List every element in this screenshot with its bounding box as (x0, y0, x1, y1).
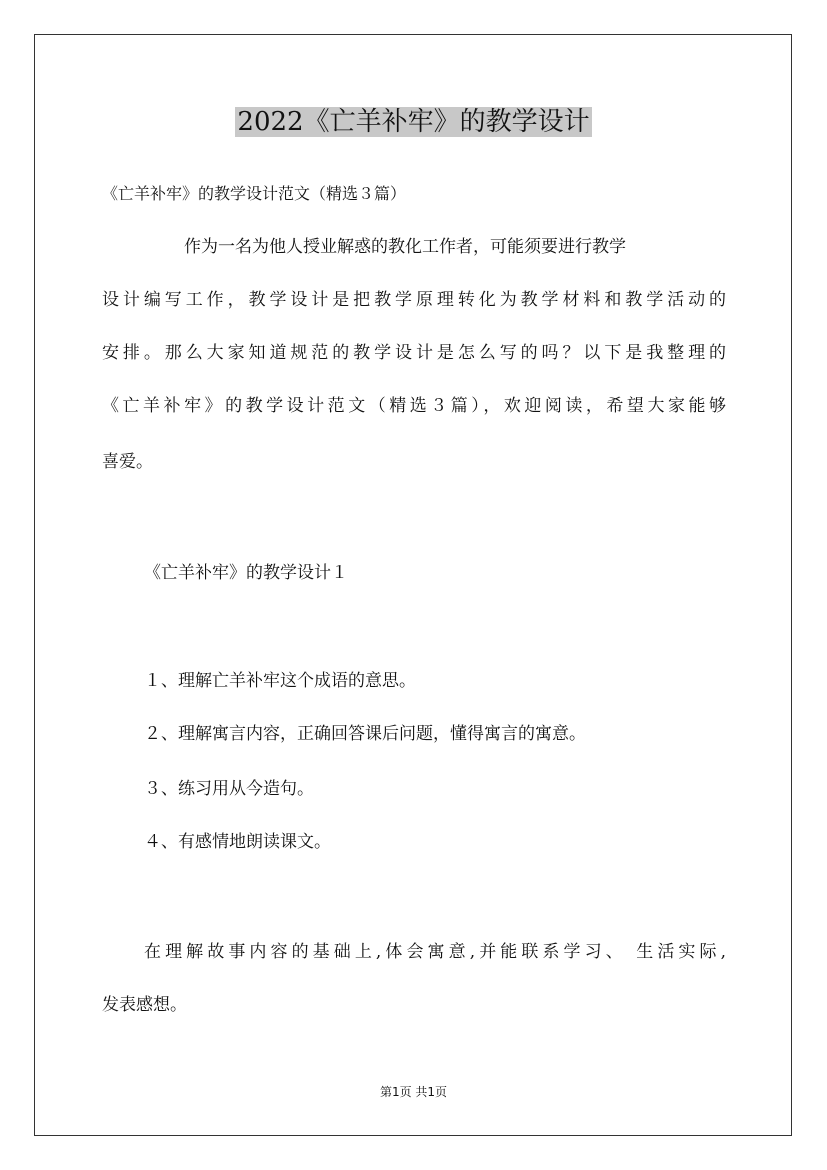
document-title (0, 102, 827, 142)
document-title-text: 2022《亡羊补牢》的教学设计 (237, 107, 590, 137)
document-subtitle: 《亡羊补牢》的教学设计范文（精选３篇） (102, 184, 407, 203)
intro-line-5: 喜爱。 (102, 452, 153, 472)
intro-line-1: 作为一名为他人授业解惑的教化工作者，可能须要进行教学 (184, 237, 626, 257)
objective-4: ４、有感情地朗读课文。 (144, 832, 331, 852)
objective-2: ２、理解寓言内容，正确回答课后问题，懂得寓言的寓意。 (144, 724, 586, 744)
section-heading: 《亡羊补牢》的教学设计１ (144, 563, 348, 583)
page-footer: 第1页 共1页 (379, 1085, 448, 1099)
intro-line-2: 设计编写工作，教学设计是把教学原理转化为教学材料和教学活动的 (102, 290, 726, 310)
intro-line-4: 《亡羊补牢》的教学设计范文（精选３篇），欢迎阅读，希望大家能够 (102, 396, 726, 416)
intro-line-3: 安排。那么大家知道规范的教学设计是怎么写的吗？以下是我整理的 (102, 343, 726, 363)
objective-3: ３、练习用从今造句。 (144, 779, 314, 799)
closing-line-1: 在理解故事内容的基础上,体会寓意,并能联系学习、 生活实际, (144, 942, 726, 962)
closing-line-2: 发表感想。 (102, 995, 187, 1015)
objective-1: １、理解亡羊补牢这个成语的意思。 (144, 671, 416, 691)
